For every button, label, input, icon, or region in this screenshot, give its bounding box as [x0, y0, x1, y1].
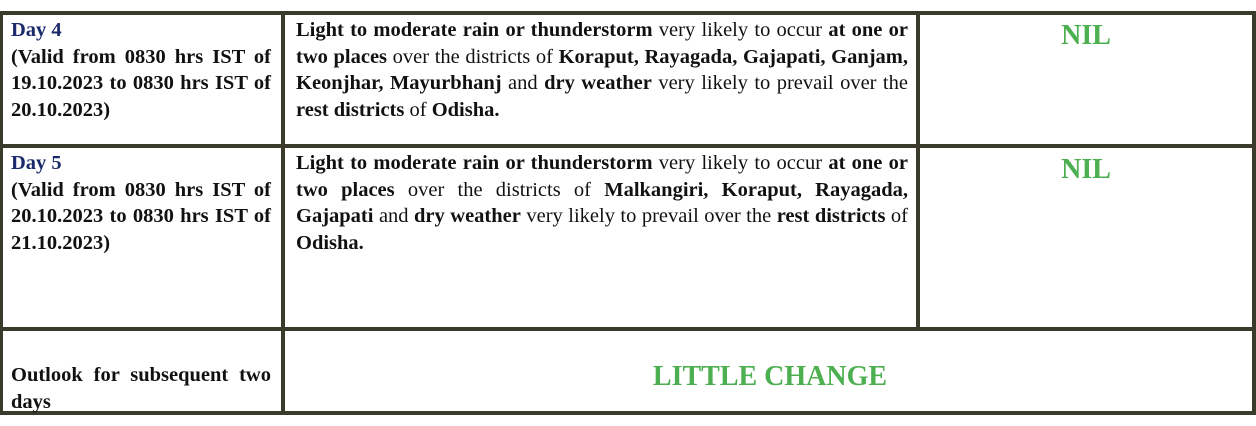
forecast-text: very likely to occur [652, 19, 829, 41]
table-border-row2 [0, 327, 1256, 331]
forecast-text: over the districts of [387, 45, 559, 68]
day-label: Day 4 [11, 19, 62, 41]
forecast-text: over the districts of [394, 178, 605, 201]
forecast-cell [296, 17, 908, 123]
forecast-text: rest districts [296, 98, 405, 121]
forecast-text: dry weather [414, 205, 521, 227]
forecast-text: Odisha. [296, 231, 364, 254]
table-border-col2 [916, 11, 920, 329]
warning-value: NIL [1061, 20, 1111, 51]
table-border-row1 [0, 144, 1256, 148]
forecast-text: dry weather [544, 72, 652, 94]
table-border-top [0, 11, 1256, 15]
forecast-text: Light to moderate rain or thunderstorm [296, 152, 653, 174]
outlook-value: LITTLE CHANGE [652, 361, 888, 392]
forecast-text: rest districts [776, 205, 886, 227]
table-border-col1 [281, 11, 285, 415]
forecast-text: very likely to prevail over the [651, 72, 908, 94]
warning-value: NIL [1061, 154, 1111, 185]
forecast-text: very likely to occur [652, 152, 829, 174]
validity-text: (Valid from 0830 hrs IST of 19.10.2023 to 0830 hrs IST of 20.10.2023) [11, 45, 271, 121]
forecast-text: of [404, 98, 432, 121]
day-cell [11, 150, 271, 256]
day-label: Day 5 [11, 152, 62, 174]
forecast-cell [296, 150, 908, 256]
validity-text: (Valid from 0830 hrs IST of 20.10.2023 to 0830 hrs IST of 21.10.2023) [11, 178, 271, 254]
outlook-label: Outlook for subsequent two days [11, 364, 271, 413]
forecast-text: and [501, 72, 545, 94]
forecast-text: at one or two places [296, 19, 908, 68]
forecast-text: and [373, 205, 415, 227]
table-border-right [1252, 11, 1256, 415]
forecast-text: Malkangiri, Koraput, Rayagada, Gajapati [296, 178, 909, 227]
day-cell [11, 17, 271, 123]
forecast-text: of [885, 205, 908, 227]
forecast-text: Odisha. [431, 98, 500, 121]
forecast-text: Light to moderate rain or thunderstorm [296, 19, 653, 41]
forecast-text: Koraput, Rayagada, Gajapati, Ganjam, Keonjhar, Mayurbhanj [296, 45, 909, 94]
forecast-text: at one or two places [296, 152, 908, 201]
forecast-text: very likely to prevail over the [520, 205, 777, 227]
table-border-left [0, 11, 3, 415]
